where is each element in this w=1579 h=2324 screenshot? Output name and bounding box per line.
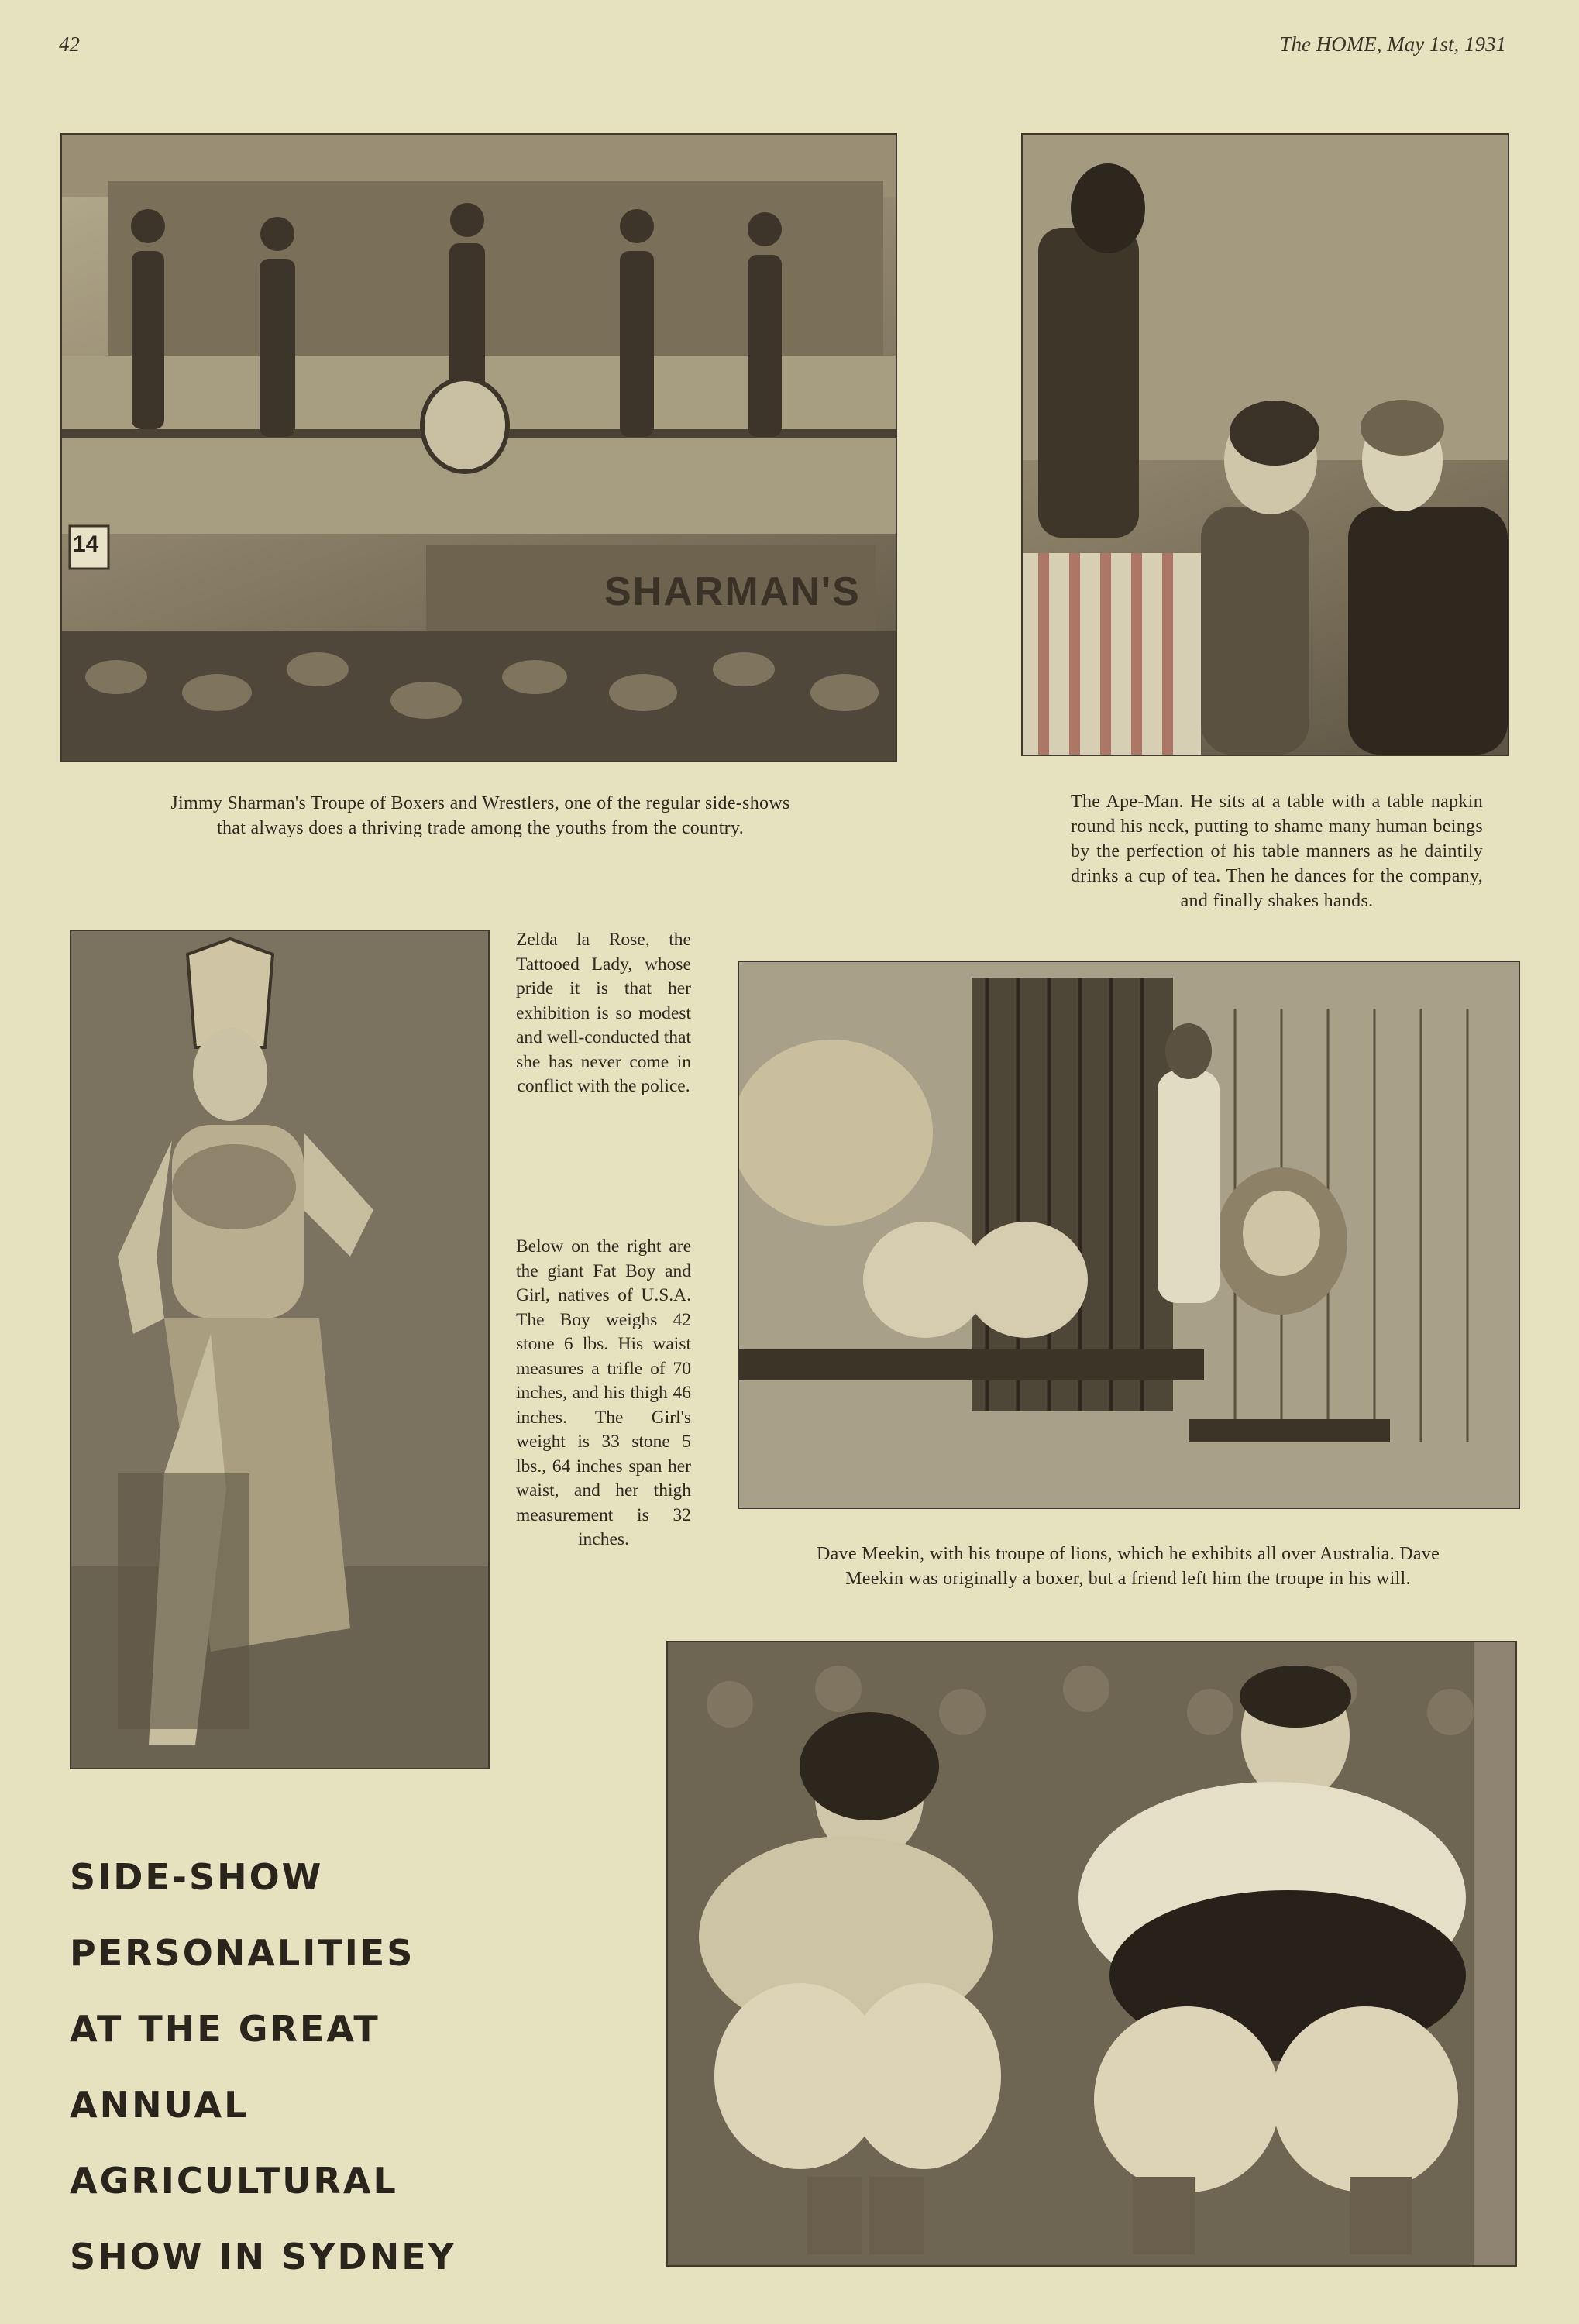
sharman-banner-text: SHARMAN'S bbox=[604, 569, 861, 614]
lions-caption: Dave Meekin, with his troupe of lions, which he exhibits all over Australia. Dave Meekin was originally a boxer, but a friend left him the troupe in his will. bbox=[816, 1544, 1440, 1589]
ape-man-caption: The Ape-Man. He sits at a table with a table napkin round his neck, putting to shame many human beings by the perfection of his table manners as he daintily drinks a cup of tea. Then he dances for the company, and finally shakes hands. bbox=[1071, 792, 1483, 911]
boxers-caption: Jimmy Sharman's Troupe of Boxers and Wrestlers, one of the regular side-shows that always does a thriving trade among the youths from the country. bbox=[170, 793, 790, 838]
zelda-caption-text: Zelda la Rose, the Tattooed Lady, whose pride it is that her exhibition is so modest and well-conducted that she has never come in conflict with the police. bbox=[516, 930, 691, 1096]
lions-illustration bbox=[739, 962, 1519, 1508]
boxers-illustration bbox=[62, 135, 896, 761]
stage-number-sign: 14 bbox=[73, 531, 99, 557]
title-line-2: PERSONALITIES bbox=[70, 1932, 415, 1974]
tattooed-lady-photo bbox=[70, 930, 490, 1769]
title-line-1: SIDE-SHOW bbox=[70, 1856, 324, 1898]
tattooed-lady-illustration bbox=[71, 931, 488, 1768]
title-line-6: SHOW IN SYDNEY bbox=[70, 2236, 456, 2278]
page-number: 42 bbox=[59, 33, 80, 56]
ape-man-illustration bbox=[1023, 135, 1508, 755]
publication-line: The HOME, May 1st, 1931 bbox=[1279, 33, 1506, 56]
lions-troupe-photo bbox=[738, 961, 1520, 1509]
fat-pair-caption bbox=[516, 1235, 691, 1552]
page-title bbox=[70, 1839, 456, 2295]
boxers-stage-photo bbox=[60, 133, 897, 762]
ape-man-photo bbox=[1021, 133, 1509, 756]
fat-pair-illustration bbox=[668, 1642, 1515, 2265]
title-line-3: AT THE GREAT bbox=[70, 2008, 380, 2050]
zelda-caption bbox=[516, 928, 691, 1099]
fat-pair-caption-text: Below on the right are the giant Fat Boy and Girl, natives of U.S.A. The Boy weighs 42 stone 6 lbs. His waist measures a trifle of 70 inches, and his thigh 46 inches. The Girl's weight is 33 stone 5 lbs., 64 inches span her waist, and her thigh measurement is 32 inches. bbox=[516, 1236, 691, 1549]
title-line-5: AGRICULTURAL bbox=[70, 2160, 398, 2202]
title-line-4: ANNUAL bbox=[70, 2084, 249, 2126]
fat-boy-and-girl-photo bbox=[666, 1641, 1517, 2267]
